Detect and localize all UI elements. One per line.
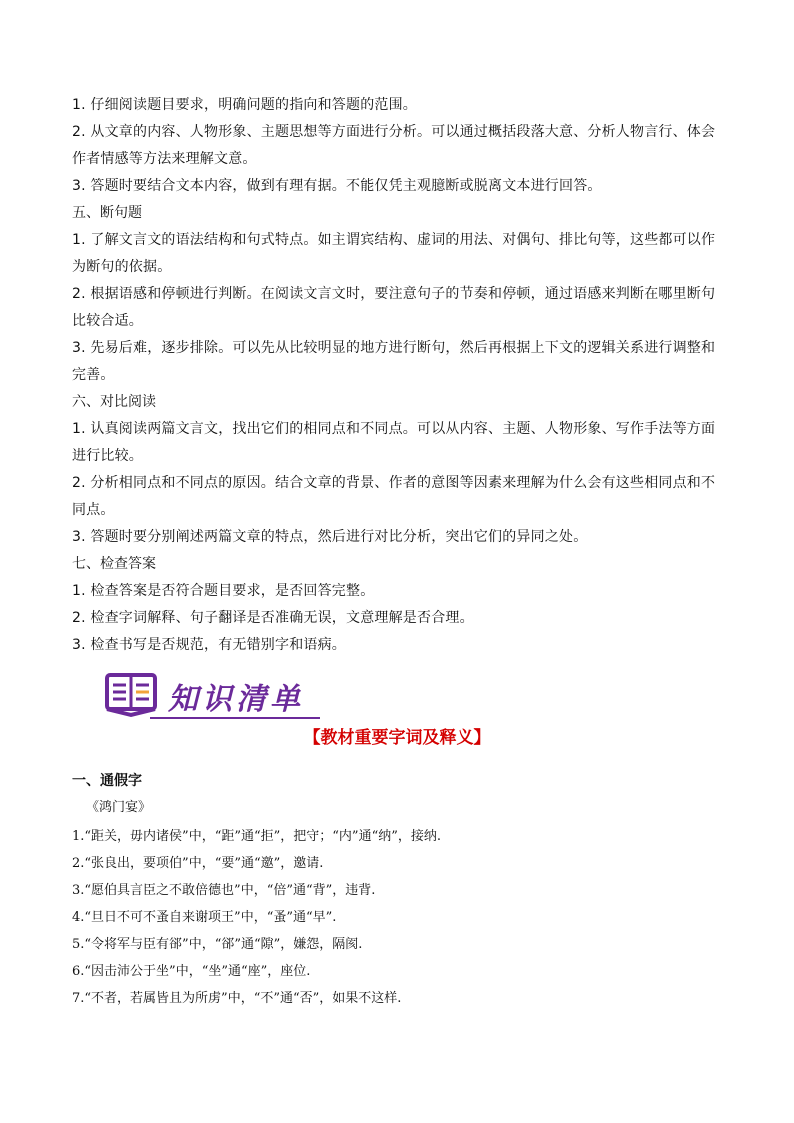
tongjiazi-item-6: 6.“因击沛公于坐”中，“坐”通“座”，座位. bbox=[72, 964, 311, 979]
tongjiazi-item-3: 3.“愿伯具言臣之不敢倍德也”中，“倍”通“背”，违背. bbox=[72, 883, 376, 898]
section-six-item-3: 3. 答题时要分别阐述两篇文章的特点，然后进行对比分析，突出它们的异同之处。 bbox=[72, 529, 588, 545]
section-six-item-2: 2. 分析相同点和不同点的原因。结合文章的背景、作者的意图等因素来理解为什么会有这些相同点和不同点。 bbox=[72, 475, 716, 518]
banner-title: 知识清单 bbox=[168, 682, 304, 717]
section-seven-item-1: 1. 检查答案是否符合题目要求，是否回答完整。 bbox=[72, 583, 375, 599]
section-seven-item-3: 3. 检查书写是否规范，有无错别字和语病。 bbox=[72, 637, 347, 653]
section-seven-item-2: 2. 检查字词解释、句子翻译是否准确无误，文意理解是否合理。 bbox=[72, 610, 474, 626]
section-seven-title: 七、检查答案 bbox=[72, 556, 156, 572]
tongjiazi-item-7: 7.“不者，若属皆且为所虏”中，“不”通“否”，如果不这样. bbox=[72, 991, 402, 1006]
section-four-item-2: 2. 从文章的内容、人物形象、主题思想等方面进行分析。可以通过概括段落大意、分析人物言行、体会作者情感等方法来理解文意。 bbox=[72, 124, 716, 167]
tongjiazi-item-1: 1.“距关，毋内诸侯”中，“距”通“拒”，把守；“内”通“纳”，接纳. bbox=[72, 829, 441, 844]
tongjiazi-item-4: 4.“旦日不可不蚤自来谢项王”中，“蚤”通“早”. bbox=[72, 910, 337, 925]
red-heading: 【教材重要字词及释义】 bbox=[303, 728, 491, 748]
section-six-title: 六、对比阅读 bbox=[72, 394, 156, 410]
tongjiazi-title: 一、通假字 bbox=[72, 773, 142, 789]
tongjiazi-item-5: 5.“令将军与臣有郤”中，“郤”通“隙”，嫌怨，隔阂. bbox=[72, 937, 363, 952]
section-five-item-1: 1. 了解文言文的语法结构和句式特点。如主谓宾结构、虚词的用法、对偶句、排比句等，这些都可以作为断句的依据。 bbox=[72, 232, 716, 275]
tongjiazi-item-2: 2.“张良出，要项伯”中，“要”通“邀”，邀请. bbox=[72, 856, 324, 871]
banner-underline bbox=[150, 717, 320, 719]
tongjiazi-subtitle: 《鸿门宴》 bbox=[86, 800, 152, 815]
section-five-item-3: 3. 先易后难，逐步排除。可以先从比较明显的地方进行断句，然后再根据上下文的逻辑关系进行调整和完善。 bbox=[72, 340, 716, 383]
book-icon bbox=[104, 672, 158, 718]
section-four-item-1: 1. 仔细阅读题目要求，明确问题的指向和答题的范围。 bbox=[72, 97, 418, 113]
section-five-title: 五、断句题 bbox=[72, 205, 142, 221]
section-six-item-1: 1. 认真阅读两篇文言文，找出它们的相同点和不同点。可以从内容、主题、人物形象、写作手法等方面进行比较。 bbox=[72, 421, 716, 464]
section-four-item-3: 3. 答题时要结合文本内容，做到有理有据。不能仅凭主观臆断或脱离文本进行回答。 bbox=[72, 178, 602, 194]
section-five-item-2: 2. 根据语感和停顿进行判断。在阅读文言文时，要注意句子的节奏和停顿，通过语感来判断在哪里断句比较合适。 bbox=[72, 286, 716, 329]
